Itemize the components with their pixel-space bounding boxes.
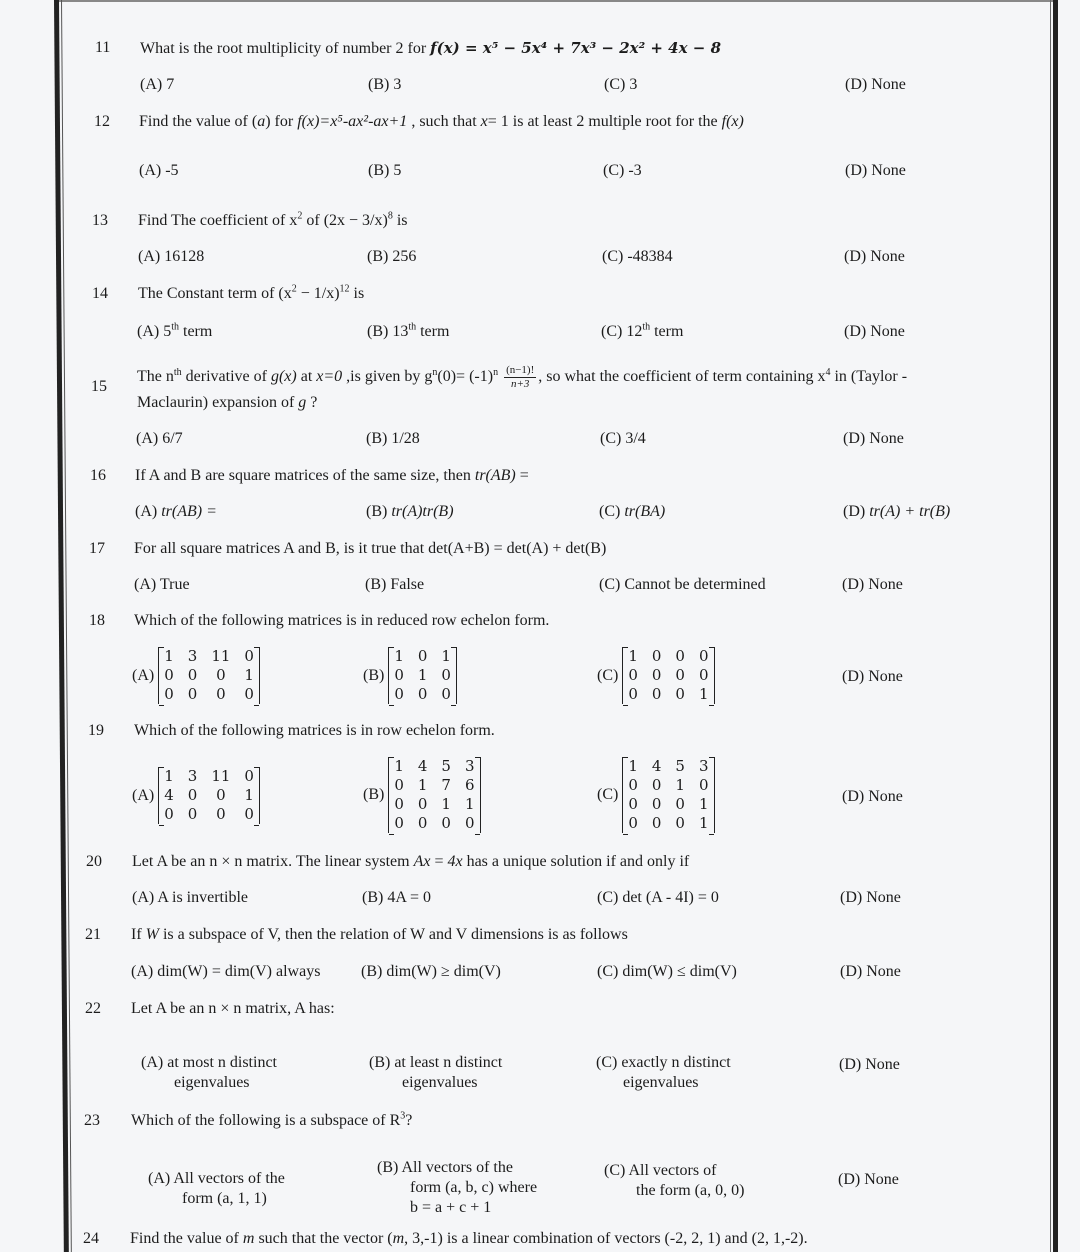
option-b[interactable]: (B) 1 0 1 0 1 0 0 0 0 (363, 647, 457, 704)
matrix-cell: 7 (441, 776, 451, 794)
option-a[interactable]: (A) 1 3 11 0 4 0 0 1 0 0 0 0 (132, 767, 260, 824)
matrix-cell: 0 (187, 805, 198, 823)
question-text: Which of the following matrices is in row echelon form. (134, 722, 495, 739)
option-a[interactable]: (A) dim(W) = dim(V) always (131, 963, 321, 980)
option-d[interactable]: (D) None (845, 76, 906, 93)
option-a[interactable]: (A) A is invertible (132, 889, 248, 906)
question-text: Which of the following matrices is in reduced row echelon form. (134, 612, 550, 629)
option-c[interactable]: (C) exactly n distinct eigenvalues (596, 1054, 731, 1091)
option-a[interactable]: (A) 5th term (137, 321, 213, 340)
option-d[interactable]: (D) None (842, 668, 903, 685)
option-b[interactable]: (B) 1 4 5 3 0 1 7 6 0 0 1 1 0 0 0 0 (363, 757, 481, 833)
formula: f(x)=x⁵-ax²-ax+1 (297, 113, 408, 130)
matrix-cell: 0 (441, 685, 451, 703)
question-number: 22 (85, 1000, 101, 1017)
option-c[interactable]: (C) 3 (604, 76, 638, 93)
page-border-right-inner (1050, 0, 1051, 1252)
matrix-cell: 0 (675, 647, 685, 665)
option-b[interactable]: (B) 3 (368, 76, 402, 93)
matrix-cell: 0 (244, 767, 254, 785)
option-d[interactable]: (D) None (844, 323, 905, 340)
option-c[interactable]: (C) tr(BA) (599, 503, 666, 520)
matrix-cell: 0 (464, 814, 475, 832)
question-text: The Constant term of $(x^2 - 1/x)^{12}$ is (138, 283, 365, 302)
matrix-cell: 1 (628, 647, 638, 665)
matrix-cell: 0 (651, 814, 662, 832)
matrix-cell: 1 (417, 666, 428, 684)
option-a[interactable]: (A) 6/7 (136, 430, 183, 447)
matrix-cell: 0 (417, 685, 428, 703)
option-c[interactable]: (C) det (A - 4I) = 0 (597, 889, 719, 906)
question-text: Find the value of (a) for f(x)=x⁵-ax²-ax+1 , such that x= 1 is at least 2 multiple root for the f(x) (139, 113, 744, 130)
matrix-cell: 3 (187, 767, 198, 785)
matrix-cell: 5 (675, 757, 685, 775)
question-number: 21 (85, 926, 101, 943)
fraction: $\frac{(n-1)!}{n+3}$ (506, 364, 535, 390)
matrix-cell: 0 (244, 647, 254, 665)
formula: f(x) = x⁵ − 5x⁴ + 7x³ − 2x² + 4x − 8 (430, 39, 722, 57)
question-number: 19 (88, 722, 104, 739)
matrix-cell: 3 (187, 647, 198, 665)
matrix-cell: 11 (211, 767, 231, 785)
matrix-cell: 0 (628, 814, 638, 832)
matrix-cell: 0 (417, 647, 428, 665)
option-c[interactable]: (C) Cannot be determined (599, 576, 766, 593)
matrix (388, 757, 480, 833)
matrix-cell: 3 (464, 757, 475, 775)
matrix-cell: 1 (698, 685, 709, 703)
option-a[interactable]: (A) 16128 (138, 248, 205, 265)
matrix-cell: 1 (244, 666, 254, 684)
matrix-cell: 0 (394, 666, 404, 684)
matrix-cell: 1 (417, 776, 428, 794)
option-b[interactable]: (B) 256 (367, 248, 417, 265)
option-c[interactable]: (C) dim(W) ≤ dim(V) (597, 963, 737, 980)
matrix-cell: 0 (216, 685, 226, 703)
option-b[interactable]: (B) tr(A)tr(B) (366, 503, 454, 520)
question-text: What is the root multiplicity of number 2 for f(x) = x⁵ − 5x⁴ + 7x³ − 2x² + 4x − 8 (140, 39, 722, 57)
question-text: Find The coefficient of $x^2$ of $(2x - 3/x)^8$ is (138, 210, 408, 229)
option-d[interactable]: (D) None (839, 1056, 900, 1073)
option-a[interactable]: (A) 1 3 11 0 0 0 0 1 0 0 0 0 (132, 647, 260, 704)
matrix-cell: 0 (394, 776, 404, 794)
question-text-line-1: The $n^{th}$ derivative of g(x) at x=0 ,is given by $g^n(0)= (-1)^n$ $\frac{(n-1)!}{n+3}$ , so what the coefficient of term containing $x^4$ in (Taylor - (137, 364, 908, 390)
matrix-cell: 0 (651, 666, 662, 684)
option-d[interactable]: (D) None (843, 430, 904, 447)
matrix-cell: 6 (464, 776, 475, 794)
matrix-cell: 0 (698, 666, 709, 684)
option-b[interactable]: (B) dim(W) ≥ dim(V) (361, 963, 501, 980)
matrix-cell: 0 (394, 795, 404, 813)
question-text: Find the value of m such that the vector (m, 3,-1) is a linear combination of vectors (-2, 2, 1) and (2, 1,-2). (130, 1230, 808, 1247)
matrix-cell: 0 (216, 786, 226, 804)
option-d[interactable]: (D) None (844, 248, 905, 265)
option-b[interactable]: (B) False (365, 576, 425, 593)
matrix-cell: 4 (417, 757, 428, 775)
option-c[interactable]: (C) 12th term (601, 321, 684, 340)
page-border-top (58, 0, 1053, 2)
option-b[interactable]: (B) 13th term (367, 321, 450, 340)
matrix-cell: 0 (187, 666, 198, 684)
matrix-cell: 0 (244, 805, 254, 823)
matrix-cell: 1 (164, 767, 174, 785)
matrix-cell: 0 (675, 685, 685, 703)
matrix-cell: 1 (394, 647, 404, 665)
option-d[interactable]: (D) None (840, 963, 901, 980)
matrix-cell: 0 (698, 647, 709, 665)
matrix-cell: 0 (394, 685, 404, 703)
question-number: 14 (92, 285, 108, 302)
question-number: 17 (89, 540, 105, 557)
question-number: 18 (89, 612, 105, 629)
question-text-line-2: Maclaurin) expansion of g ? (137, 394, 318, 411)
matrix-cell: 11 (211, 647, 231, 665)
matrix-cell: 1 (464, 795, 475, 813)
matrix-cell: 0 (187, 786, 198, 804)
matrix-cell: 1 (394, 757, 404, 775)
matrix-cell: 0 (417, 814, 428, 832)
option-b[interactable]: (B) at least n distinct eigenvalues (369, 1054, 503, 1091)
option-c[interactable]: (C) 1 0 0 0 0 0 0 0 0 0 0 1 (597, 647, 715, 704)
matrix (158, 767, 260, 824)
matrix-cell: 1 (628, 757, 638, 775)
matrix-cell: 0 (651, 776, 662, 794)
matrix-cell: 1 (244, 786, 254, 804)
question-number: 15 (91, 378, 107, 395)
matrix-cell: 4 (164, 786, 174, 804)
option-d[interactable]: (D) None (842, 788, 903, 805)
matrix-cell: 0 (651, 795, 662, 813)
matrix-cell: 0 (628, 666, 638, 684)
option-a[interactable]: (A) True (134, 576, 190, 593)
matrix-cell: 0 (628, 776, 638, 794)
question-number: 13 (92, 212, 108, 229)
page-border-right (1053, 0, 1058, 1252)
matrix-cell: 0 (244, 685, 254, 703)
option-a[interactable]: (A) All vectors of the form (a, 1, 1) (148, 1170, 285, 1207)
matrix-cell: 0 (187, 685, 198, 703)
matrix-cell: 1 (441, 647, 451, 665)
option-b[interactable]: (B) 5 (368, 162, 402, 179)
question-number: 11 (95, 39, 111, 56)
option-c[interactable]: (C) All vectors of the form (a, 0, 0) (604, 1162, 745, 1199)
matrix (158, 647, 260, 704)
matrix-cell: 0 (164, 685, 174, 703)
question-number: 23 (84, 1112, 100, 1129)
option-c[interactable]: (C) -3 (603, 162, 642, 179)
question-number: 20 (86, 853, 102, 870)
option-c[interactable]: (C) -48384 (602, 248, 673, 265)
matrix-cell: 3 (698, 757, 709, 775)
matrix-cell: 0 (628, 795, 638, 813)
question-number: 24 (83, 1230, 99, 1247)
matrix-cell: 0 (651, 685, 662, 703)
option-b[interactable]: (B) All vectors of the form (a, b, c) where b = a + c + 1 (377, 1159, 538, 1216)
matrix (388, 647, 457, 704)
matrix-cell: 1 (441, 795, 451, 813)
option-d[interactable]: (D) None (842, 576, 903, 593)
option-c[interactable]: (C) 1 4 5 3 0 0 1 0 0 0 0 1 0 0 0 1 (597, 757, 715, 833)
option-a[interactable]: (A) at most n distinct eigenvalues (141, 1054, 277, 1091)
matrix-cell: 0 (675, 666, 685, 684)
option-d[interactable]: (D) None (845, 162, 906, 179)
question-text: Which of the following is a subspace of $R^3$? (131, 1110, 413, 1129)
matrix (622, 757, 714, 833)
question-number: 16 (90, 467, 106, 484)
option-a[interactable]: (A) tr(AB) = (135, 503, 217, 520)
matrix-cell: 1 (675, 776, 685, 794)
matrix-cell: 4 (651, 757, 662, 775)
matrix-cell: 1 (698, 795, 709, 813)
matrix-cell: 0 (675, 814, 685, 832)
matrix-cell: 0 (216, 805, 226, 823)
matrix-cell: 0 (651, 647, 662, 665)
question-text: If W is a subspace of V, then the relation of W and V dimensions is as follows (131, 926, 628, 943)
question-number: 12 (94, 113, 110, 130)
matrix-cell: 5 (441, 757, 451, 775)
option-b[interactable]: (B) 1/28 (366, 430, 420, 447)
question-text: Let A be an n × n matrix. The linear system Ax = 4x has a unique solution if and only if (132, 853, 690, 870)
matrix-cell: 1 (698, 814, 709, 832)
matrix-cell: 0 (675, 795, 685, 813)
matrix-cell: 0 (417, 795, 428, 813)
option-a[interactable]: (A) -5 (139, 162, 179, 179)
question-text: For all square matrices A and B, is it true that det(A+B) = det(A) + det(B) (134, 540, 607, 557)
matrix-cell: 0 (441, 814, 451, 832)
option-d[interactable]: (D) tr(A) + tr(B) (843, 503, 951, 520)
option-d[interactable]: (D) None (838, 1171, 899, 1188)
matrix-cell: 0 (164, 666, 174, 684)
matrix-cell: 0 (394, 814, 404, 832)
matrix-cell: 0 (628, 685, 638, 703)
option-c[interactable]: (C) 3/4 (600, 430, 646, 447)
matrix-cell: 1 (164, 647, 174, 665)
matrix-cell: 0 (164, 805, 174, 823)
matrix-cell: 0 (698, 776, 709, 794)
option-d[interactable]: (D) None (840, 889, 901, 906)
matrix-cell: 0 (216, 666, 226, 684)
option-b[interactable]: (B) 4A = 0 (362, 889, 432, 906)
question-text: Let A be an n × n matrix, A has: (131, 1000, 335, 1017)
question-text: If A and B are square matrices of the same size, then tr(AB) = (135, 467, 529, 484)
option-a[interactable]: (A) 7 (140, 76, 175, 93)
matrix-cell: 0 (441, 666, 451, 684)
matrix (622, 647, 714, 704)
